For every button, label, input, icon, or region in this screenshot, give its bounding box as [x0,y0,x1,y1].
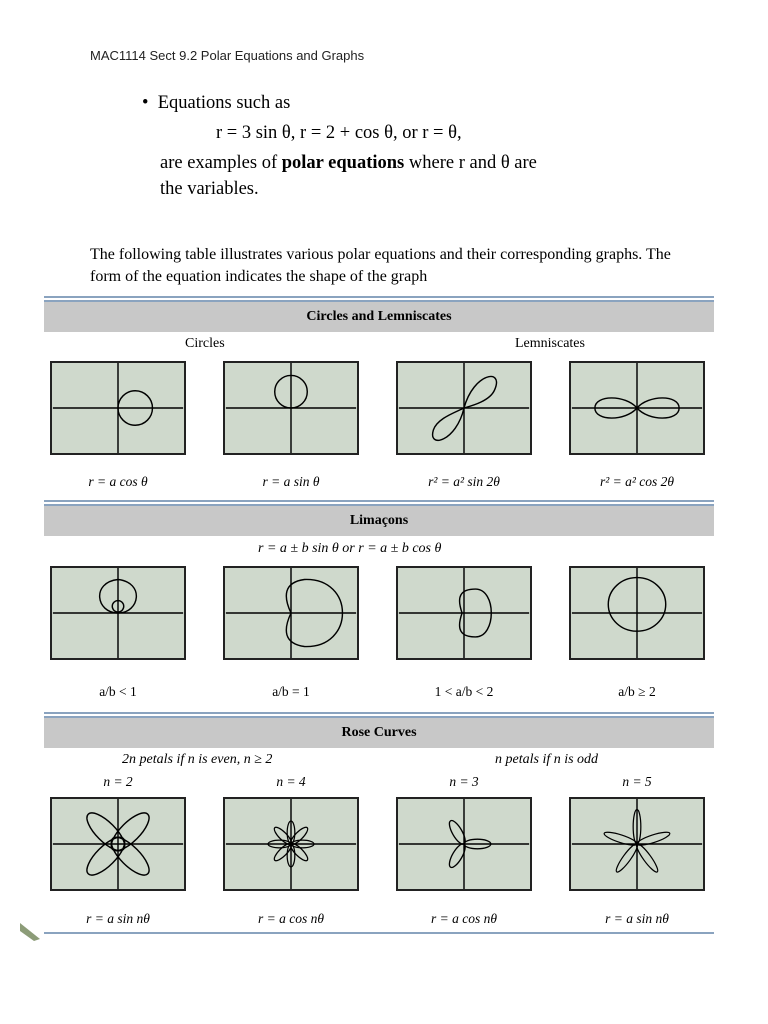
bullet-line-2: r = 3 sin θ, r = 2 + cos θ, or r = θ, [216,123,462,143]
graph-panel-rose-3-petal [396,797,532,891]
section-rule [44,500,714,502]
graph-panel-circle-sin [223,361,359,455]
equation-label: r = a cos nθ [258,911,324,926]
n-label: n = 5 [622,774,652,789]
section-rule-top [44,296,714,298]
equation-label: r² = a² sin 2θ [428,474,500,489]
equation-label: r = a sin nθ [86,911,150,926]
bullet-line-3 [160,150,537,176]
document-header: MAC1114 Sect 9.2 Polar Equations and Graphs [90,48,365,63]
bullet-dot: • [142,93,149,113]
circles-label: Circles [185,336,225,351]
n-label: n = 3 [449,774,479,789]
graph-panel-limacon-inner-loop [50,566,186,660]
equation-label: r = a cos nθ [431,911,497,926]
equation-label: r² = a² cos 2θ [599,474,675,489]
graph-panel-dimpled-limacon [396,566,532,660]
condition-label: a/b ≥ 2 [618,684,656,699]
lemniscates-label: Lemniscates [515,336,585,351]
section-title-roses: Rose Curves [44,716,714,748]
graph-panel-rose-5-petal [569,797,705,891]
n-label: n = 2 [103,774,133,789]
equation-label: r = a sin θ [262,474,320,489]
roses-odd-label: n petals if n is odd [495,752,599,767]
condition-label: a/b = 1 [272,684,310,699]
graph-panel-convex-limacon [569,566,705,660]
bullet-text-1: Equations such as [157,93,291,113]
graph-panel-rose-8-petal [223,797,359,891]
bullet-line-4: the variables. [160,179,259,199]
roses-even-label: 2n petals if n is even, n ≥ 2 [122,752,273,767]
condition-label: 1 < a/b < 2 [434,684,494,699]
bullet-text-3c: where r and θ are [404,153,537,173]
graph-panel-cardioid [223,566,359,660]
equation-label: r = a cos θ [88,474,148,489]
section-rule [44,712,714,714]
graph-panel-circle-cos [50,361,186,455]
page-corner-marker-icon [20,923,40,946]
condition-label: a/b < 1 [99,684,137,699]
bullet-text-3b: polar equations [281,153,405,173]
graph-panel-lemniscate-sin [396,361,532,455]
section-rule-bottom [44,932,714,934]
graph-panel-rose-4-petal [50,797,186,891]
bullet-text-3a: are examples of [160,153,282,173]
equation-label: r = a sin nθ [605,911,669,926]
section-title-limacons: Limaçons [44,504,714,536]
n-label: n = 4 [276,774,306,789]
section-title-circles: Circles and Lemniscates [44,300,714,332]
limacons-subtitle: r = a ± b sin θ or r = a ± b cos θ [258,541,442,556]
intro-paragraph: The following table illustrates various polar equations and their corresponding graphs. The form of the equation indicates the shape of the graph [90,246,671,285]
bullet-line-1 [142,90,290,116]
graph-panel-lemniscate-cos [569,361,705,455]
